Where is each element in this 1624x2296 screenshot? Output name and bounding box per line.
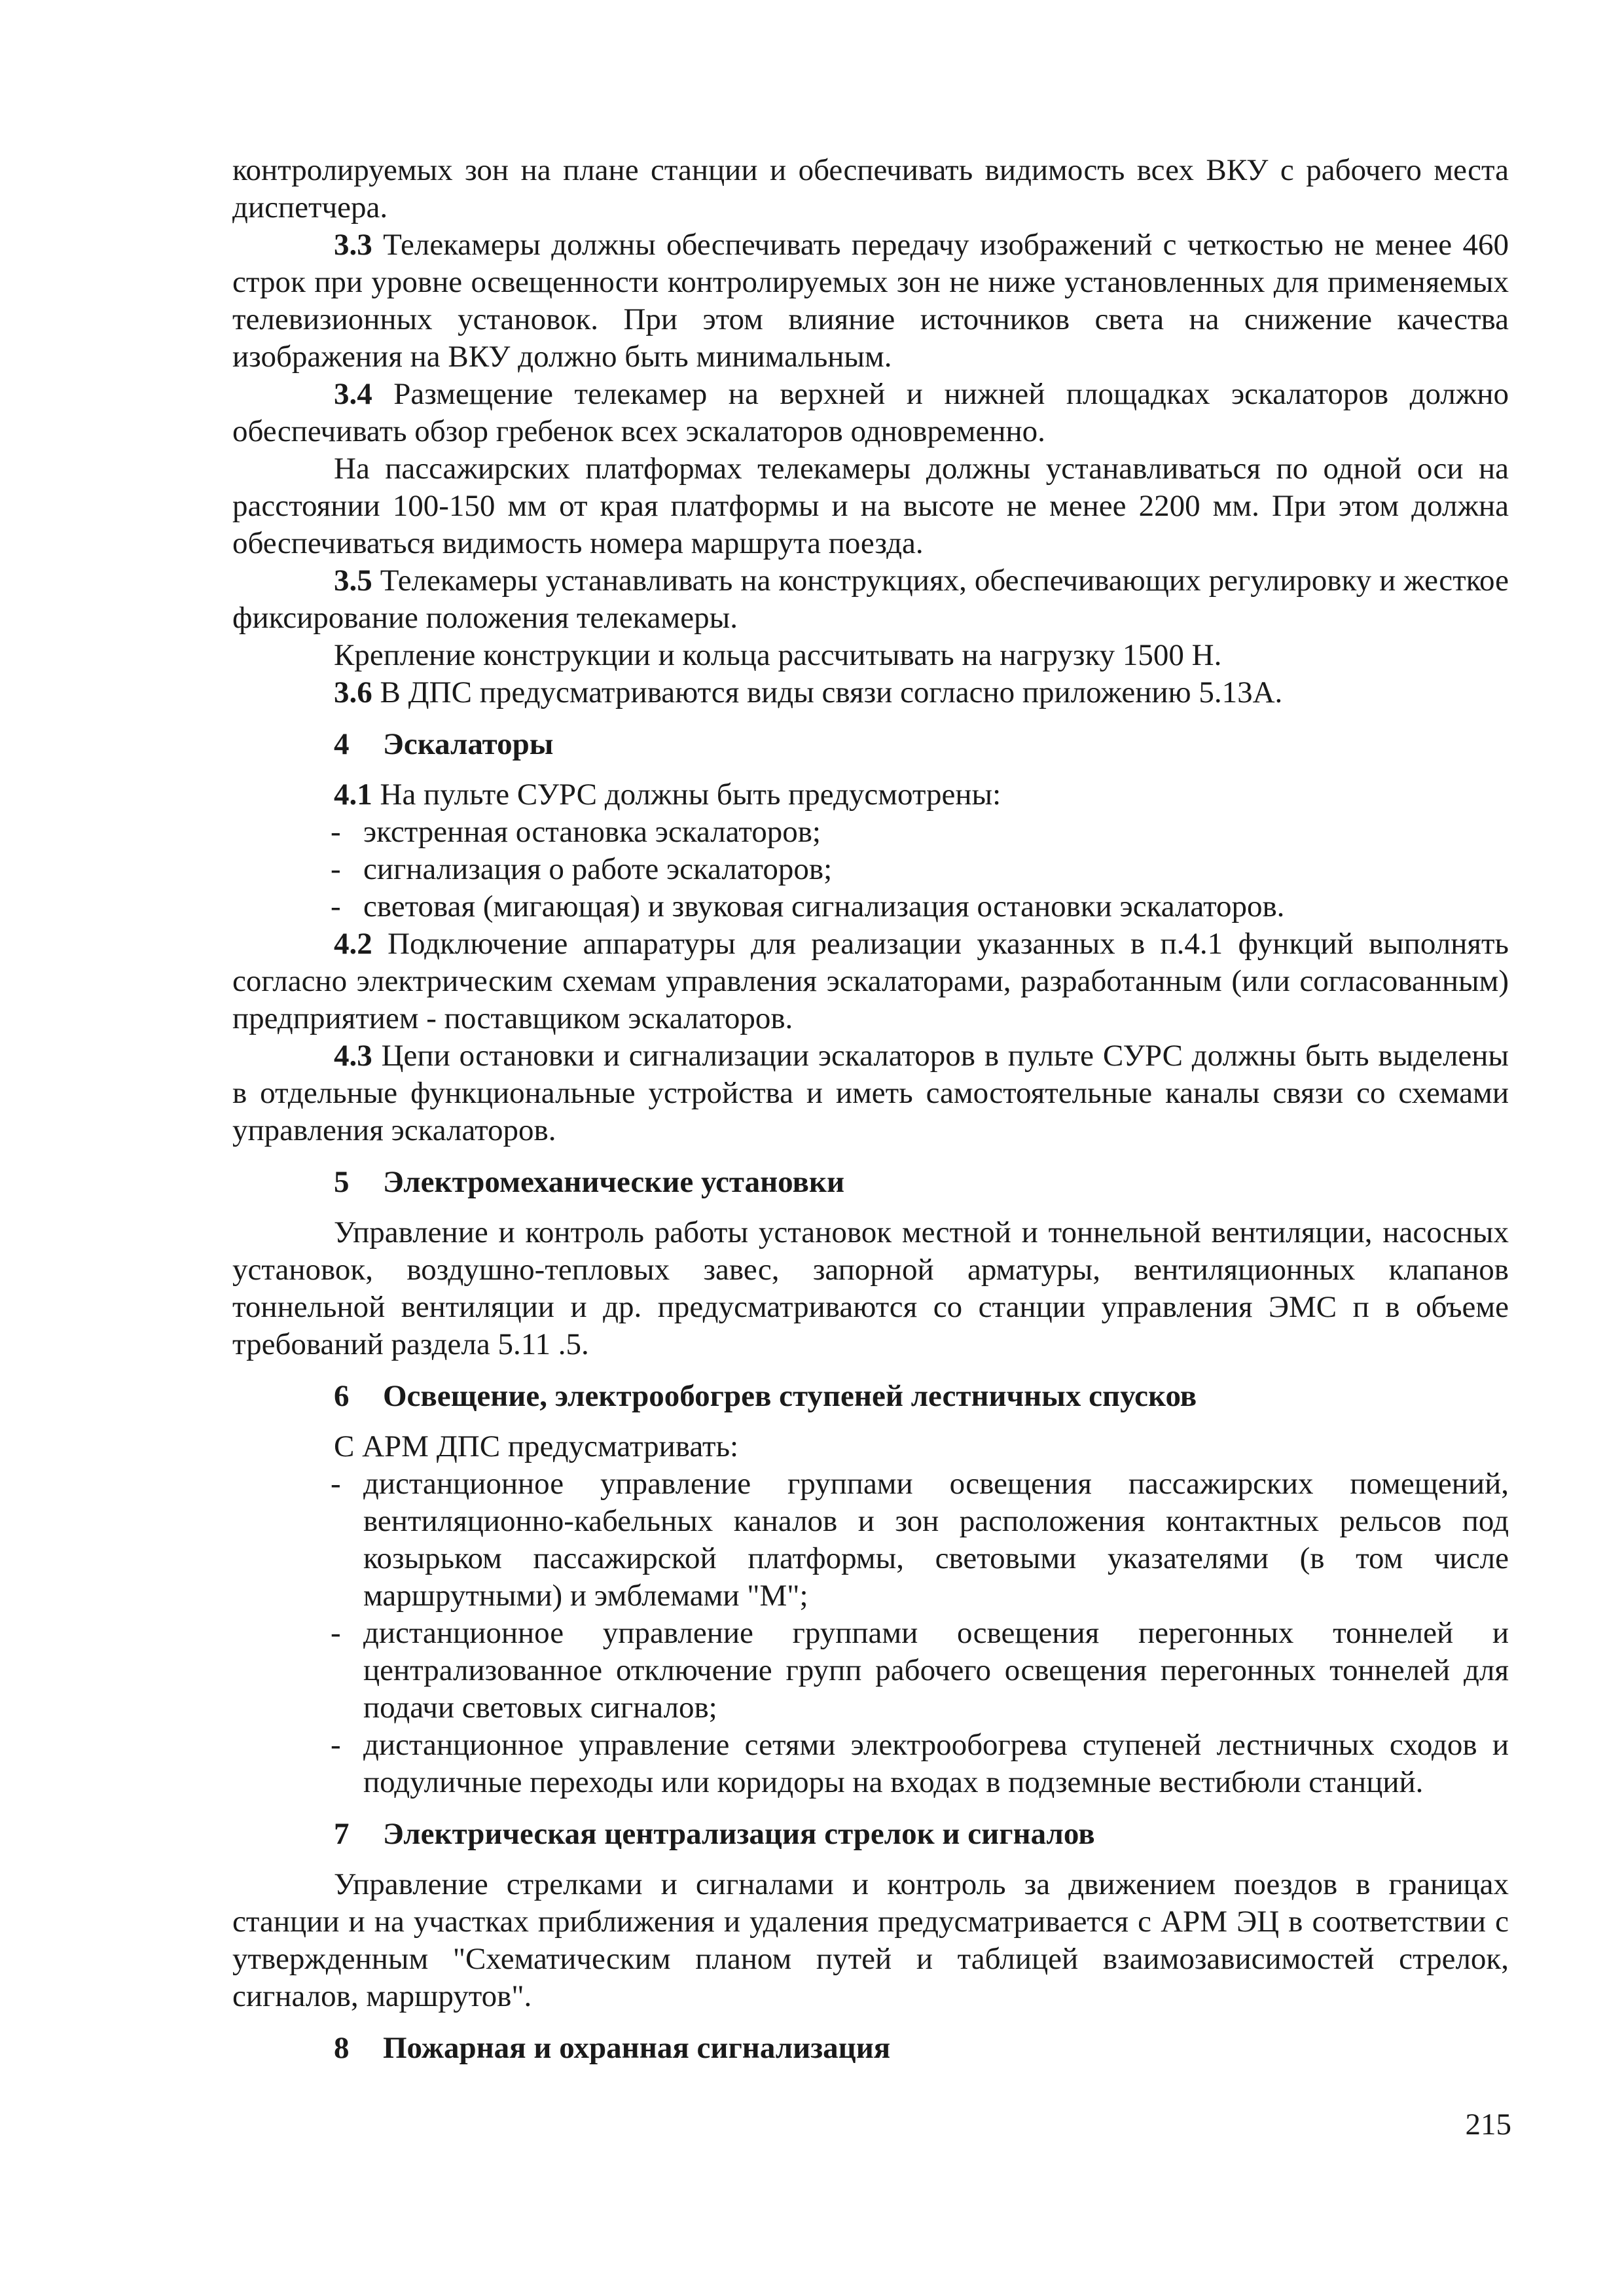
clause-text: Размещение телекамер на верхней и нижней площадках эскалаторов должно обеспечивать обзор гребенок всех эскалаторов одновременно. [232, 377, 1509, 448]
list-item: - сигнализация о работе эскалаторов; [232, 851, 1509, 888]
paragraph-6-intro: С АРМ ДПС предусматривать: [334, 1429, 739, 1463]
page-body [232, 152, 1509, 2080]
section-title: Электрическая централизация стрелок и сигналов [383, 1817, 1095, 1851]
clause-number: 3.4 [334, 377, 372, 411]
section-number: 8 [334, 2031, 350, 2065]
paragraph-3-5-load: Крепление конструкции и кольца рассчитывать на нагрузку 1500 Н. [334, 638, 1222, 672]
paragraph-5: Управление и контроль работы установок местной и тоннельной вентиляции, насосных установок, воздушно-тепловых завес, запорной арматуры, вентиляционных клапанов тоннельной вентиляции и др. предусматриваются со станции управления ЭМС п в объеме требований раздела 5.11 .5. [232, 1215, 1509, 1361]
paragraph-3-3 [232, 226, 1509, 376]
section-heading-6 [232, 1378, 1509, 1415]
clause-number: 3.5 [334, 564, 372, 598]
paragraph-4-1 [232, 776, 1509, 814]
paragraph-4-3 [232, 1037, 1509, 1149]
clause-number: 3.3 [334, 228, 372, 262]
section-number: 5 [334, 1165, 350, 1199]
clause-text: Телекамеры устанавливать на конструкциях, обеспечивающих регулировку и жесткое фиксирование положения телекамеры. [232, 564, 1509, 635]
clause-number: 4.3 [334, 1039, 372, 1073]
section-heading-4 [232, 726, 1509, 763]
list-item: - световая (мигающая) и звуковая сигнализация остановки эскалаторов. [232, 888, 1509, 925]
paragraph-3-5 [232, 562, 1509, 637]
clause-text: Телекамеры должны обеспечивать передачу изображений с четкостью не менее 460 строк при уровне освещенности контролируемых зон не ниже установленных для применяемых телевизионных установок. При этом влияние источников света на снижение качества изображения на ВКУ должно быть минимальным. [232, 228, 1509, 374]
clause-number: 4.2 [334, 927, 372, 961]
section-heading-7 [232, 1816, 1509, 1853]
paragraph-4-2 [232, 925, 1509, 1037]
page-number: 215 [1465, 2108, 1511, 2142]
section-heading-8 [232, 2030, 1509, 2067]
paragraph-3-4-platforms: На пассажирских платформах телекамеры должны устанавливаться по одной оси на расстоянии 100-150 мм от края платформы и на высоте не менее 2200 мм. При этом должна обеспечиваться видимость номера маршрута поезда. [232, 452, 1509, 560]
clause-text: Цепи остановки и сигнализации эскалаторов в пульте СУРС должны быть выделены в отдельные функциональные устройства и иметь самостоятельные каналы связи со схемами управления эскалаторов. [232, 1039, 1509, 1147]
section-number: 7 [334, 1817, 350, 1851]
list-item: - экстренная остановка эскалаторов; [232, 814, 1509, 851]
paragraph-3-6 [232, 674, 1509, 711]
section-title: Эскалаторы [383, 727, 554, 761]
section-title: Освещение, электрообогрев ступеней лестничных спусков [383, 1379, 1197, 1413]
paragraph-continuation: контролируемых зон на плане станции и обеспечивать видимость всех ВКУ с рабочего места диспетчера. [232, 153, 1509, 224]
section-number: 6 [334, 1379, 350, 1413]
section-number: 4 [334, 727, 350, 761]
clause-text: Подключение аппаратуры для реализации указанных в п.4.1 функций выполнять согласно электрическим схемам управления эскалаторами, разработанным (или согласованным) предприятием - поставщиком эскалаторов. [232, 927, 1509, 1035]
clause-number: 3.6 [334, 675, 372, 709]
clause-text: На пульте СУРС должны быть предусмотрены: [380, 778, 1001, 812]
paragraph-7: Управление стрелками и сигналами и контроль за движением поездов в границах станции и на участках приближения и удаления предусматривается с АРМ ЭЦ в соответствии с утвержденным "Схематическим планом путей и таблицей взаимозависимостей стрелок, сигналов, маршрутов". [232, 1867, 1509, 2013]
section-title: Электромеханические установки [383, 1165, 845, 1199]
list-item: - дистанционное управление группами освещения пассажирских помещений, вентиляционно-кабельных каналов и зон расположения контактных рельсов под козырьком пассажирской платформы, световыми указателями (в том числе маршрутными) и эмблемами "М"; [232, 1465, 1509, 1615]
clause-number: 4.1 [334, 778, 372, 812]
list-item: - дистанционное управление сетями электрообогрева ступеней лестничных сходов и подуличные переходы или коридоры на входах в подземные вестибюли станций. [232, 1727, 1509, 1801]
paragraph-3-4 [232, 376, 1509, 450]
list-item: - дистанционное управление группами освещения перегонных тоннелей и централизованное отключение групп рабочего освещения перегонных тоннелей для подачи световых сигналов; [232, 1615, 1509, 1727]
section-title: Пожарная и охранная сигнализация [383, 2031, 891, 2065]
clause-text: В ДПС предусматриваются виды связи согласно приложению 5.13А. [380, 675, 1283, 709]
section-heading-5 [232, 1164, 1509, 1201]
